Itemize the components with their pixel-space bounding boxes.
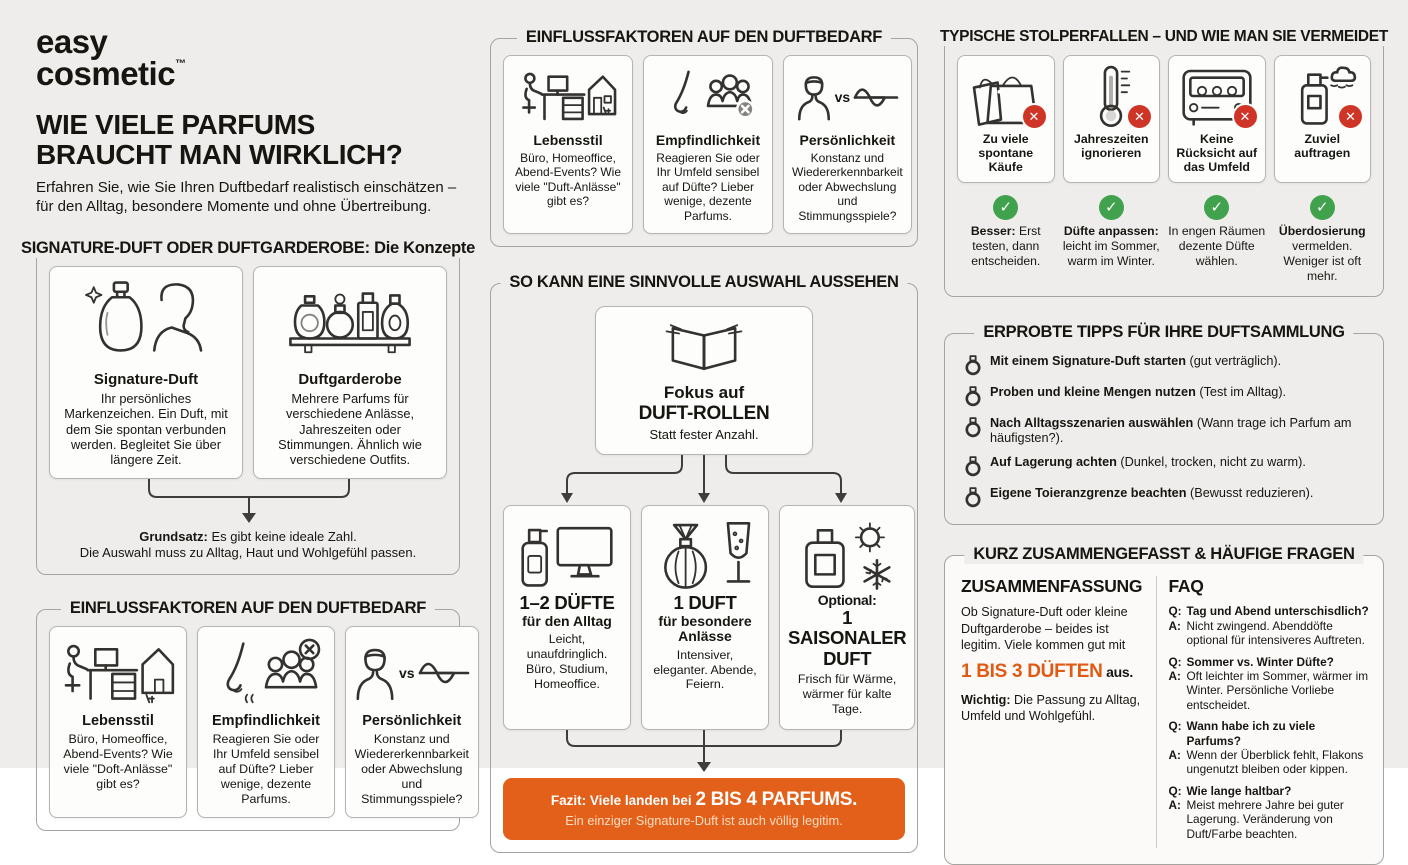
card-title: Signature-Duft [93,370,199,388]
error-x-badge: ✕ [1232,103,1259,130]
faq-item: Q: Sommer vs. Winter Düfte? A: Oft leichter im Sommer, wärmer im Winter. Persönliche Vorliebe entscheidet. [1168,654,1369,712]
easycosmetic-logo [36,23,460,92]
focus-line1: Fokus auf [663,382,745,402]
page-title: WIE VIELE PARFUMS BRAUCHT MAN WIRKLICH? [36,109,403,170]
section-factors-mid [490,28,918,247]
card-text: Konstanz und Wiedererkennbarkeit oder Abwechslung und Stimmungsspiele? [792,151,903,223]
tip-item: Nach Alltagsszenarien auswählen (Wann trage ich Parfum am häufigsten?). [965,416,1363,446]
card-title: Duftgarderobe [298,370,402,388]
focus-box [595,306,813,455]
card-title: Empfindlichkeit [212,713,320,730]
lifestyle-icon [512,66,624,128]
vs-label: vs [834,89,851,105]
card-text: Reagieren Sie oder Ihr Umfeld sensibel auf Düfte? Lieber wenige, dezente Parfums. [212,732,320,806]
perfume-bullet-icon [965,455,981,477]
tip-item: Eigene Toieranzgrenze beachten (Bewusst reduzieren). [965,486,1363,508]
bus-icon [1173,64,1261,128]
pitfall-fix: ✓ Besser: Erst testen, dann entscheiden. [957,195,1055,284]
card-persoenlichkeit-mid [783,55,912,234]
error-x-badge: ✕ [1337,103,1364,130]
section-tips [944,322,1384,525]
fazit-highlight: 2 BIS 4 PARFUMS. [695,788,858,810]
card-text: Reagieren Sie oder Ihr Umfeld sensibel auf Düfte? Lieber wenige, dezente Parfums. [656,151,760,223]
tip-item: Mit einem Signature-Duft starten (gut verträglich). [965,354,1363,376]
section-summary-faq [944,545,1384,865]
check-icon: ✓ [1099,195,1124,220]
right-column [939,28,1389,865]
lifestyle-icon [58,637,178,709]
faq-heading: FAQ [1168,576,1204,597]
left-column [20,23,476,831]
duftgarderobe-shelf-icon [262,277,438,367]
pitfall-fix: ✓ Düfte anpassen: leicht im Sommer, warm im Winter. [1063,195,1161,284]
section-factors-mid-title: EINFLUSSFAKTOREN AUF DEN DUFTBEDARF [517,28,891,47]
tip-item: Auf Lagerung achten (Dunkel, trocken, nicht zu warm). [965,455,1363,477]
focus-line3: Statt fester Anzahl. [649,426,759,442]
card-empfindlichkeit [197,626,335,817]
card-besondere-anlaesse [641,505,769,730]
personality-icon [354,637,470,709]
fazit-banner [503,778,905,840]
section-concepts [20,238,476,576]
logo-line1: easy [36,23,108,60]
thermometer-icon [1068,64,1156,128]
selection-split-connector [504,455,904,505]
faq-item: Q: Wie lange haltbar? A: Meist mehrere Jahre bei guter Lagerung. Veränderung von Duft/Farbe beachten. [1168,783,1344,841]
pitfall-label: Zuviel auftragen [1294,132,1351,161]
personality-icon [792,66,903,128]
perfume-bullet-icon [965,385,981,407]
card-empfindlichkeit-mid [643,55,773,234]
selection-card-subtitle: für besondere Anlässe [658,612,752,645]
perfume-bullet-icon [965,486,981,508]
card-duftgarderobe [253,266,447,479]
check-icon: ✓ [1310,195,1335,220]
card-lebensstil-mid [503,55,633,234]
signature-duft-icon [58,277,234,367]
trademark-symbol: ™ [175,58,187,70]
perfume-bullet-icon [965,416,981,438]
card-title: Lebensstil [533,132,603,148]
pitfall-fix: ✓ Überdosierung vermelden. Weniger ist oft mehr. [1274,195,1372,284]
section-selection [490,272,918,853]
card-text: Mehrere Parfums für verschiedene Anlässe, Jahreszeiten oder Stimmungen. Ähnlich wie verschiedene Outfits. [278,390,422,468]
logo-line2: cosmetic [36,55,176,92]
pitfall-card-zuviel [1274,55,1372,183]
card-text: Leicht, unaufdringlich. Büro, Studium, Homeoffice. [526,632,608,691]
tip-item: Proben und kleine Mengen nutzen (Test im Alltag). [965,385,1363,407]
card-text: Intensiver, eleganter. Abende, Feiern. [653,647,757,692]
summary-panel [959,574,1156,850]
check-icon: ✓ [993,195,1018,220]
page-subtitle: Erfahren Sie, wie Sie Ihren Duftbedarf realistisch einschätzen – für den Alltag, besondere Momente und ohne Übertreibung. [36,179,457,216]
card-text: Büro, Homeoffice, Abend-Events? Wie viele "Duft-Anlässe" gibt es? [514,151,622,209]
card-title: Persönlichkeit [799,132,896,148]
faq-panel [1157,574,1370,850]
selection-card-title: 1 DUFT [673,591,737,613]
section-selection-title: SO KANN EINE SINNVOLLE AUSWAHL AUSSEHEN [500,273,907,292]
card-saisonaler-duft [779,505,915,730]
selection-card-subtitle: für den Alltag [522,612,612,629]
pitfall-card-jahreszeiten [1063,55,1161,183]
card-persoenlichkeit [345,626,479,817]
section-summary-faq-title: KURZ ZUSAMMENGEFASST & HÄUFIGE FRAGEN [964,545,1363,564]
fazit-line2: Ein einziger Signature-Duft ist auch völlig legitim. [565,812,843,828]
card-title: Persönlichkeit [362,713,462,730]
daily-spray-monitor-icon [512,518,622,592]
section-factors-left [36,599,469,830]
selection-card-subtitle: 1 SAISONALER DUFT [788,606,907,669]
seasonal-bottle-sun-snow-icon [788,518,906,592]
sensitivity-icon [206,637,326,709]
fazit-mid: Viele landen bei [586,792,696,808]
overspray-bottle-icon [1279,64,1367,128]
error-x-badge: ✕ [1021,103,1048,130]
book-icon [606,321,802,375]
card-text: Konstanz und Wiedererkennbarkeit oder Abwechslung und Stimmungsspiele? [354,732,469,806]
card-text: Frisch für Wärme, wärmer für kalte Tage. [797,671,897,716]
section-concepts-title: SIGNATURE-DUFT ODER DUFTGARDEROBE: Die Konzepte [12,239,484,258]
card-alltag-duefte [503,505,631,730]
selection-card-title: Optional: [817,591,877,608]
concepts-principle: Grundsatz: Es gibt keine ideale Zahl. Die Auswahl muss zu Alltag, Haut und Wohlgefühl passen. [79,528,417,561]
middle-column [490,28,918,853]
section-pitfalls-title: TYPISCHE STOLPERFALLEN – UND WIE MAN SIE VERMEIDET [931,28,1397,46]
shopping-bags-icon [962,64,1050,128]
perfume-bullet-icon [965,354,981,376]
summary-highlight: 1 BIS 3 DÜFTEN aus. [961,660,1133,682]
section-tips-title: ERPROBTE TIPPS FÜR IHRE DUFTSAMMLUNG [974,323,1353,342]
section-factors-left-title: EINFLUSSFAKTOREN AUF DEN DUFTBEDARF [61,599,435,618]
card-lebensstil [49,626,187,817]
section-pitfalls [939,28,1389,297]
pitfall-card-spontankaeufe [957,55,1055,183]
pitfall-label: Jahreszeiten ignorieren [1073,132,1149,161]
selection-card-title: 1–2 DÜFTE [519,591,615,613]
vs-label: vs [399,665,415,682]
check-icon: ✓ [1204,195,1229,220]
sensitivity-icon [652,66,764,128]
summary-heading: ZUSAMMENFASSUNG [961,576,1143,597]
summary-note: Wichtig: Die Passung zu Alltag, Umfeld und Wohlgefühl. [961,692,1141,723]
summary-paragraph: Ob Signature-Duft oder kleine Duftgarderobe – beides ist legitim. Viele kommen gut mit [961,605,1128,652]
card-title: Empfindlichkeit [655,132,761,148]
card-title: Lebensstil [82,713,154,730]
perfume-champagne-icon [650,518,760,592]
concepts-merge-connector [49,479,449,525]
faq-item: Q: Tag und Abend unterschisdlich? A: Nicht zwingend. Abenddöfte optional für intensiveres Auftreten. [1168,604,1369,648]
pitfall-label: Zu viele spontane Käufe [978,132,1034,175]
card-signature-duft [49,266,243,479]
selection-merge-connector [504,730,904,774]
pitfall-fix: ✓ In engen Räumen dezente Düfte wählen. [1168,195,1266,284]
pitfall-label: Keine Rücksicht auf das Umfeld [1176,132,1258,175]
faq-item: Q: Wann habe ich zu viele Parfums? A: Wenn der Überblick fehlt, Flakons ungenutzt bleiben oder kippen. [1168,719,1364,777]
error-x-badge: ✕ [1126,103,1153,130]
focus-line2: DUFT-ROLLEN [638,402,770,424]
card-text: Büro, Homeoffice, Abend-Events? Wie viele "Doft-Anlässe" gibt es? [63,732,173,791]
pitfall-card-umfeld [1168,55,1266,183]
card-text: Ihr persönliches Markenzeichen. Ein Duft, mit dem Sie spontan verbunden werden. Begleitet Sie über längere Zeit. [64,390,228,468]
fazit-prefix: Fazit: [550,792,587,808]
